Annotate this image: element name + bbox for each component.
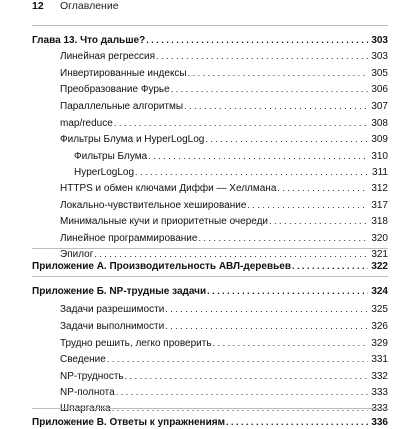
- toc-entry-title: map/reduce: [60, 118, 113, 129]
- toc-section-entry: [60, 370, 388, 383]
- toc-leader-dots: [148, 150, 368, 162]
- toc-leader-dots: [226, 416, 368, 428]
- toc-entry-page: 310: [371, 151, 388, 162]
- toc-section-entry: [60, 320, 388, 333]
- toc-entry-page: 336: [371, 417, 388, 428]
- chapter-divider: [32, 408, 388, 409]
- toc-entry-title: Линейное программирование: [60, 233, 198, 244]
- toc-entry-title: HTTPS и обмен ключами Диффи — Хеллмана: [60, 183, 277, 194]
- toc-entry-title: Локально-чувствительное хеширование: [60, 200, 247, 211]
- toc-entry-page: 303: [371, 51, 388, 62]
- toc-entry-title: Задачи разрешимости: [60, 304, 165, 315]
- toc-chapter-entry: [32, 260, 388, 273]
- toc-section-entry: [60, 133, 388, 146]
- toc-leader-dots: [107, 353, 368, 365]
- toc-leader-dots: [125, 370, 368, 382]
- toc-section-entry: [60, 83, 388, 96]
- toc-leader-dots: [213, 337, 368, 349]
- toc-section-entry: [60, 117, 388, 130]
- toc-leader-dots: [94, 248, 368, 260]
- toc-entry-page: 311: [372, 167, 388, 178]
- toc-entry-page: 324: [371, 286, 388, 297]
- toc-entry-title: Приложение А. Производительность АВЛ-деревьев: [32, 261, 291, 272]
- toc-entry-page: 329: [371, 338, 388, 349]
- toc-entry-page: 322: [371, 261, 388, 272]
- toc-entry-title: [60, 403, 112, 415]
- toc-entry-page: 307: [371, 101, 388, 112]
- toc-entry-title: Инвертированные индексы: [60, 68, 187, 79]
- toc-section-entry: [74, 150, 388, 163]
- toc-section-entry: [60, 100, 388, 113]
- toc-entry-page: 305: [371, 68, 388, 79]
- toc-entry-title: Минимальные кучи и приоритетные очереди: [60, 216, 269, 227]
- toc-entry-title: HyperLogLog: [74, 167, 135, 178]
- toc-entry-page: 306: [371, 84, 388, 95]
- toc-section-entry: [60, 182, 388, 195]
- toc-entry-title: Трудно решить, легко проверить: [60, 338, 212, 349]
- toc-entry-page: 308: [371, 118, 388, 129]
- toc-section-entry: [60, 232, 388, 245]
- toc-leader-dots: [165, 303, 368, 315]
- toc-leader-dots: [135, 166, 368, 178]
- toc-entry-title: Параллельные алгоритмы: [60, 101, 184, 112]
- toc-leader-dots: [165, 320, 368, 332]
- toc-entry-page: 318: [371, 216, 388, 227]
- toc-leader-dots: [116, 386, 368, 398]
- toc-entry-page: 325: [371, 304, 388, 315]
- toc-entry-page: 312: [371, 183, 388, 194]
- toc-entry-page: 326: [371, 321, 388, 332]
- toc-entry-title: Эпилог: [60, 249, 94, 260]
- toc-section-entry: [60, 199, 388, 212]
- chapter-divider: [32, 276, 388, 277]
- toc-leader-dots: [292, 260, 368, 272]
- page-header: [0, 0, 420, 14]
- toc-chapter-entry: [32, 34, 388, 47]
- toc-entry-page: 317: [371, 200, 388, 211]
- toc-entry-title: Фильтры Блума и HyperLogLog: [60, 134, 205, 145]
- toc-entry-title: Линейная регрессия: [60, 51, 155, 62]
- toc-section-entry: [74, 166, 388, 179]
- toc-section-entry: [60, 353, 388, 366]
- toc-entry-page: 321: [371, 249, 388, 260]
- toc-section-entry: [60, 303, 388, 316]
- toc-leader-dots: [114, 117, 368, 129]
- toc-section-entry: [60, 67, 388, 80]
- toc-entry-title: Преобразование Фурье: [60, 84, 170, 95]
- chapter-divider: [32, 25, 388, 26]
- toc-entry-page: 332: [371, 371, 388, 382]
- toc-leader-dots: [156, 50, 368, 62]
- toc-leader-dots: [277, 182, 368, 194]
- toc-entry-title: Фильтры Блума: [74, 151, 148, 162]
- toc-leader-dots: [146, 34, 368, 46]
- toc-entry-page: 320: [371, 233, 388, 244]
- toc-section-entry: [60, 215, 388, 228]
- toc-section-entry: [60, 50, 388, 63]
- toc-leader-dots: [269, 215, 368, 227]
- toc-entry-title: Приложение Б. NP-трудные задачи: [32, 286, 207, 297]
- toc-entry-title: Приложение В. Ответы к упражнениям: [32, 417, 225, 428]
- toc-leader-dots: [247, 199, 368, 211]
- toc-entry-title: Сведение: [60, 354, 106, 365]
- chapter-divider: [32, 248, 388, 249]
- toc-chapter-entry: [32, 416, 388, 429]
- toc-leader-dots: [184, 100, 368, 112]
- toc-section-entry: [60, 386, 388, 399]
- toc-leader-dots: [171, 83, 368, 95]
- toc-section-entry: [60, 337, 388, 350]
- toc-entry-page: 303: [371, 35, 388, 46]
- running-header-title: Оглавление: [60, 0, 119, 12]
- toc-entry-page: 331: [371, 354, 388, 365]
- toc-entry-page: 333: [371, 387, 388, 398]
- toc-entry-title: Глава 13. Что дальше?: [32, 35, 146, 46]
- toc-leader-dots: [205, 133, 368, 145]
- toc-leader-dots: [198, 232, 368, 244]
- toc-entry-page: 309: [371, 134, 388, 145]
- toc-entry-title: NP-трудность: [60, 371, 124, 382]
- toc-leader-dots: [188, 67, 368, 79]
- toc-chapter-entry: [32, 285, 388, 298]
- toc-entry-page: [368, 403, 388, 415]
- toc-entry-title: NP-полнота: [60, 387, 115, 398]
- toc-leader-dots: [207, 285, 368, 297]
- toc-entry-title: Задачи выполнимости: [60, 321, 165, 332]
- page-number: 12: [32, 0, 44, 12]
